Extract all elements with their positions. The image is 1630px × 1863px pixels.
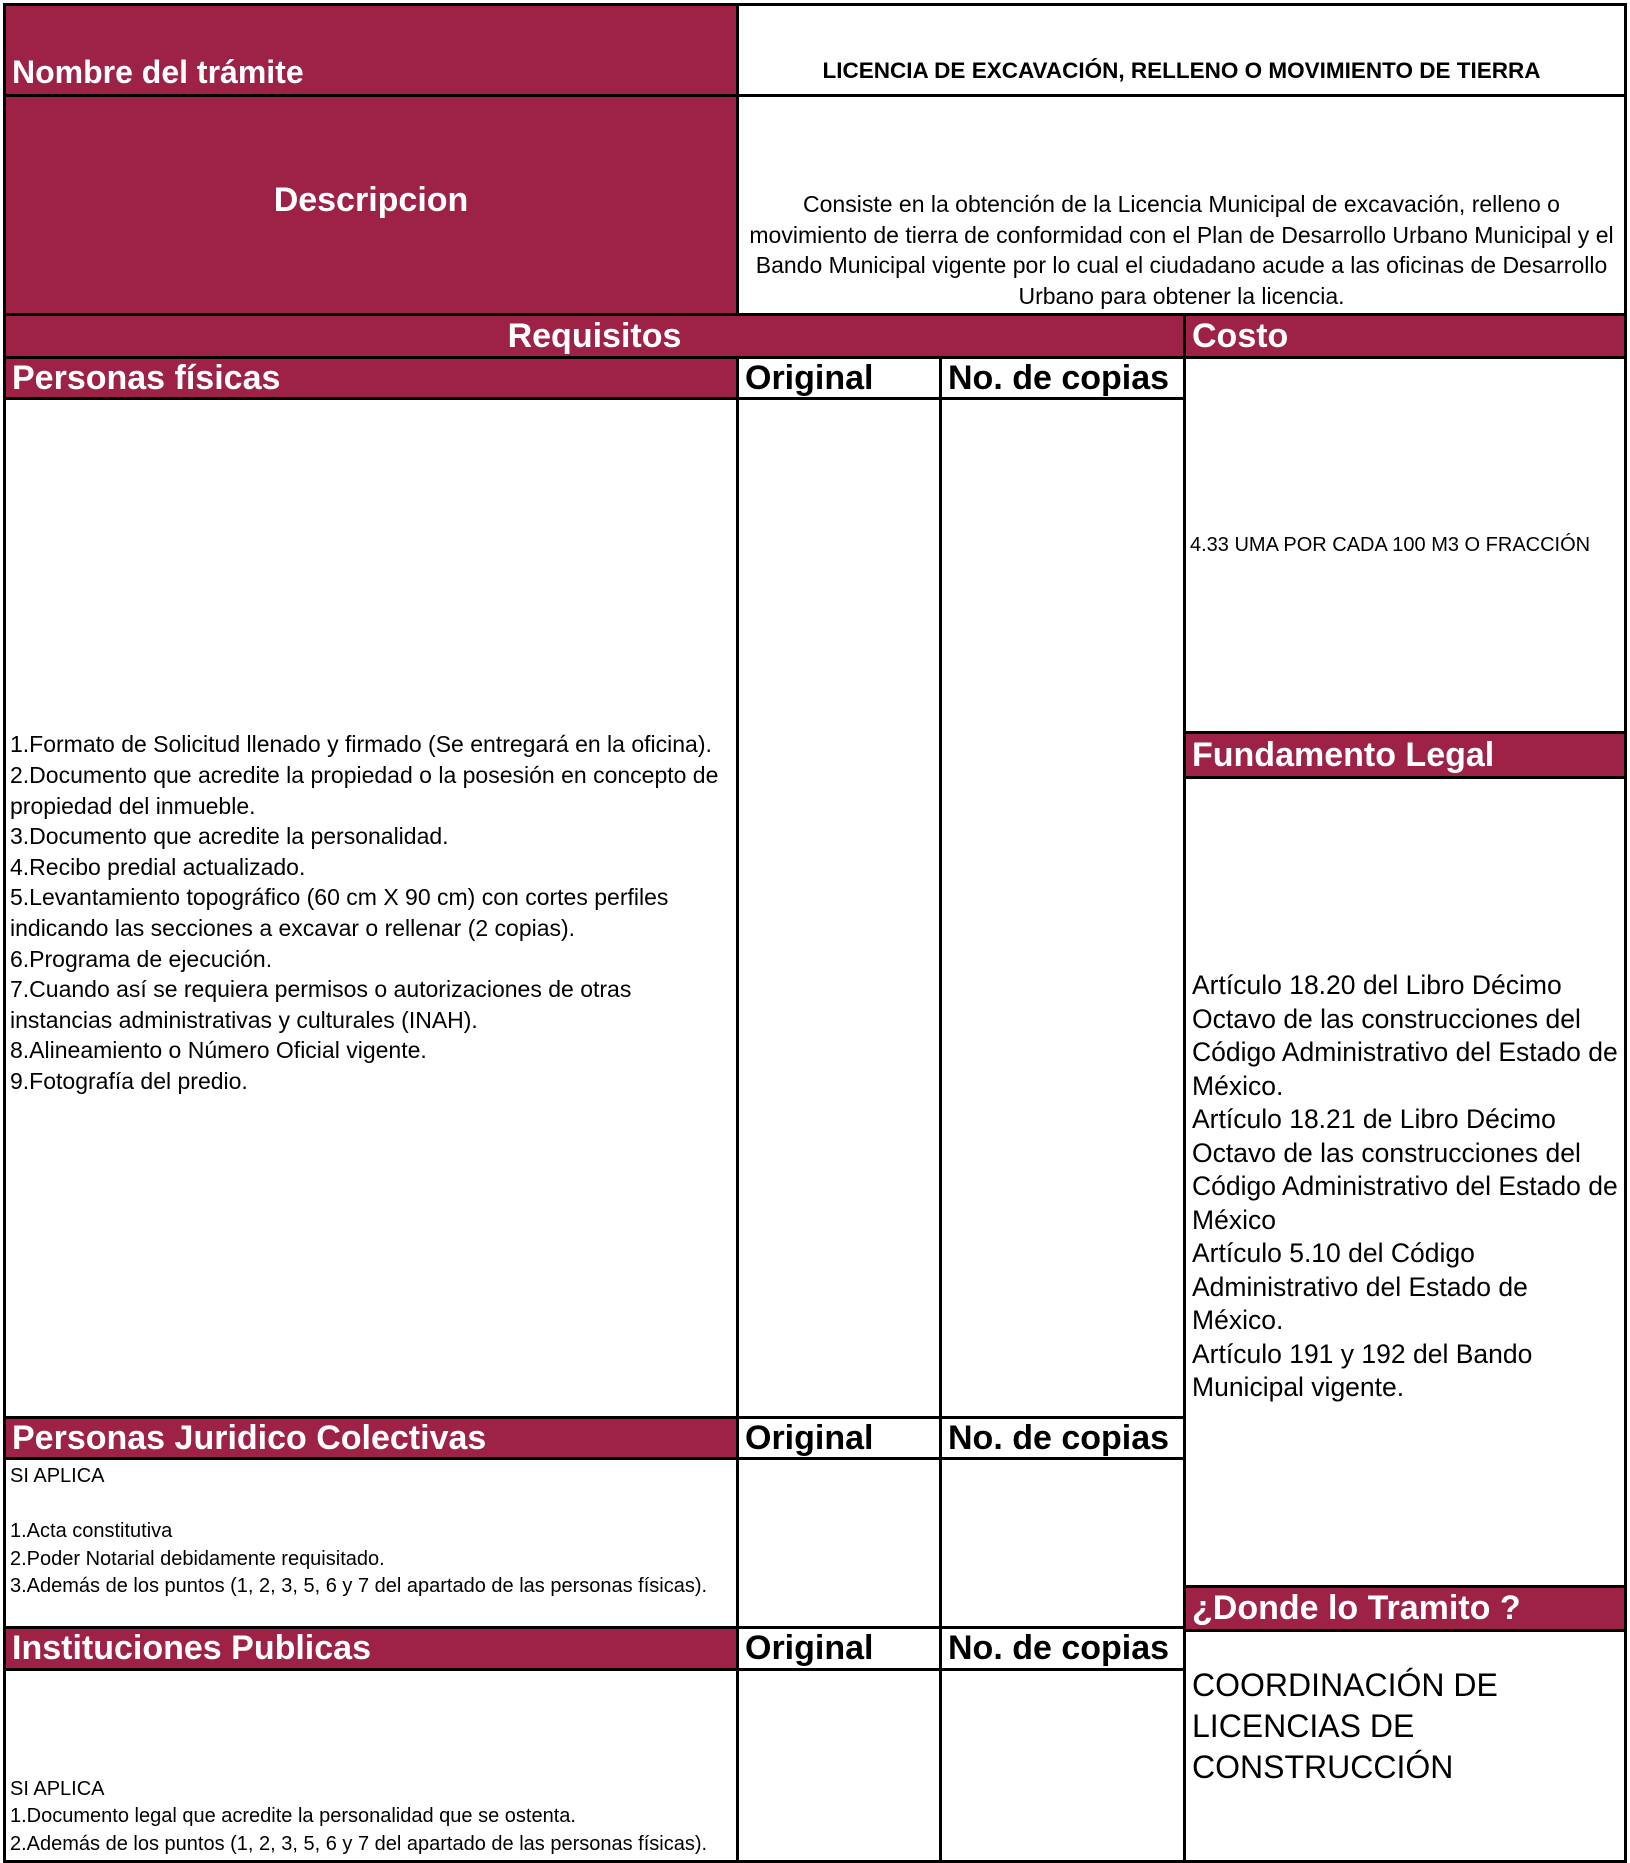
list-item: Artículo 5.10 del Código Administrativo del Estado de México. — [1192, 1238, 1528, 1336]
juridicas-copies-cell — [939, 1457, 1186, 1629]
costo-header: Costo — [1183, 313, 1627, 359]
list-item: 3.Además de los puntos (1, 2, 3, 5, 6 y 7 del apartado de las personas físicas). — [10, 1575, 708, 1597]
instituciones-original-cell — [736, 1668, 942, 1863]
instituciones-original-header: Original — [736, 1626, 942, 1671]
list-item: 4.Recibo predial actualizado. — [10, 853, 306, 880]
list-item: Artículo 18.21 de Libro Décimo Octavo de las construcciones del Código Administrativo del Estado de México — [1192, 1104, 1618, 1235]
donde-tramito-value: COORDINACIÓN DE LICENCIAS DE CONSTRUCCIÓN — [1183, 1629, 1627, 1863]
instituciones-publicas-requirements — [3, 1668, 739, 1863]
donde-tramito-header: ¿Donde lo Tramito ? — [1183, 1585, 1627, 1632]
fundamento-legal-header: Fundamento Legal — [1183, 731, 1627, 779]
description-value: Consiste en la obtención de la Licencia Municipal de excavación, relleno o movimiento de tierra de conformidad con el Plan de Desarrollo Urbano Municipal y el Bando Municipal vigente por lo cual el ciudadano acude a las oficinas de Desarrollo Urbano para obtener la licencia. — [736, 94, 1627, 316]
list-item: 2.Poder Notarial debidamente requisitado. — [10, 1547, 385, 1570]
list-item: 2.Además de los puntos (1, 2, 3, 5, 6 y 7 del apartado de las personas físicas). — [10, 1832, 708, 1855]
instituciones-copies-cell — [939, 1668, 1186, 1863]
juridicas-original-header: Original — [736, 1416, 942, 1460]
fisicas-copies-cell — [939, 397, 1186, 1419]
list-item: 9.Fotografía del predio. — [10, 1067, 248, 1094]
instituciones-requirements-list — [10, 1803, 707, 1858]
instituciones-publicas-header: Instituciones Publicas — [3, 1626, 739, 1671]
list-item: 7.Cuando así se requiera permisos o autorizaciones de otras instancias administrativas y culturales (INAH). — [10, 976, 632, 1033]
list-item: 1.Formato de Solicitud llenado y firmado (Se entregará en la oficina). — [10, 731, 712, 758]
tramite-name-label: Nombre del trámite — [3, 3, 739, 97]
list-item: Artículo 191 y 192 del Bando Municipal vigente. — [1192, 1338, 1533, 1403]
fisicas-requirements-list — [10, 729, 732, 1096]
juridicas-original-cell — [736, 1457, 942, 1629]
fundamento-legal-body — [1183, 776, 1627, 1588]
list-item: 1.Acta constitutiva — [10, 1520, 173, 1542]
list-item: 2.Documento que acredite la propiedad o la posesión en concepto de propiedad del inmueble. — [10, 762, 719, 819]
fisicas-copies-header: No. de copias — [939, 356, 1186, 400]
instituciones-copies-header: No. de copias — [939, 1626, 1186, 1671]
list-item: 6.Programa de ejecución. — [10, 945, 273, 972]
fisicas-original-header: Original — [736, 356, 942, 400]
instituciones-applies: SI APLICA — [10, 1777, 105, 1800]
list-item: 3.Documento que acredite la personalidad. — [10, 823, 449, 850]
list-item: Artículo 18.20 del Libro Décimo Octavo de las construcciones del Código Administrativo del Estado de México. — [1192, 970, 1618, 1101]
juridicas-copies-header: No. de copias — [939, 1416, 1186, 1460]
personas-fisicas-header: Personas físicas — [3, 356, 739, 400]
list-item: 1.Documento legal que acredite la personalidad que se ostenta. — [10, 1805, 576, 1827]
tramite-name-value: LICENCIA DE EXCAVACIÓN, RELLENO O MOVIMIENTO DE TIERRA — [736, 3, 1627, 97]
personas-juridicas-requirements — [3, 1457, 739, 1629]
list-item: 5.Levantamiento topográfico (60 cm X 90 cm) con cortes perfiles indicando las secciones a excavar o rellenar (2 copias). — [10, 884, 669, 941]
requisitos-header: Requisitos — [3, 313, 1186, 359]
fundamento-legal-list — [1192, 969, 1618, 1405]
description-label: Descripcion — [3, 94, 739, 316]
list-item: 8.Alineamiento o Número Oficial vigente. — [10, 1037, 427, 1064]
juridicas-applies: SI APLICA — [10, 1465, 105, 1487]
personas-juridicas-header: Personas Juridico Colectivas — [3, 1416, 739, 1460]
juridicas-requirements-list — [10, 1518, 732, 1601]
personas-fisicas-requirements — [3, 397, 739, 1419]
costo-value: 4.33 UMA POR CADA 100 M3 O FRACCIÓN — [1183, 356, 1627, 734]
fisicas-original-cell — [736, 397, 942, 1419]
